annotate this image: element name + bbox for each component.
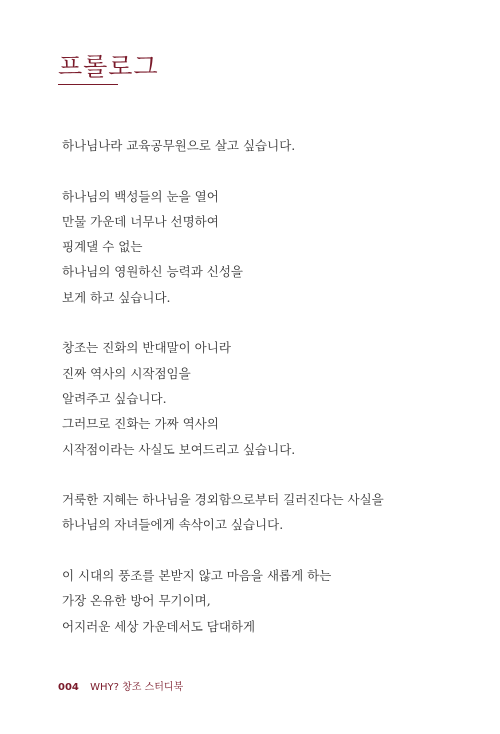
page-number: 004 — [58, 682, 79, 693]
text-line: 보게 하고 싶습니다. — [62, 289, 171, 305]
text-line: 하나님의 영원하신 능력과 신성을 — [62, 264, 243, 280]
text-line: 핑계댈 수 없는 — [62, 239, 143, 255]
text-line: 창조는 진화의 반대말이 아니라 — [62, 340, 231, 356]
text-line: 하나님의 자녀들에게 속삭이고 싶습니다. — [62, 517, 284, 533]
title-underline — [58, 84, 118, 85]
text-line: 하나님나라 교육공무원으로 살고 싶습니다. — [62, 138, 296, 153]
page-footer — [58, 678, 183, 693]
text-line: 알려주고 싶습니다. — [62, 390, 167, 406]
paragraph-gap — [62, 310, 462, 335]
paragraph-gap — [62, 538, 462, 563]
text-line: 하나님의 백성들의 눈을 열어 — [62, 188, 219, 204]
book-title: WHY? 창조 스터디북 — [90, 682, 184, 693]
text-line: 시작점이라는 사실도 보여드리고 싶습니다. — [62, 441, 296, 457]
text-line: 거룩한 지혜는 하나님을 경외함으로부터 길러진다는 사실을 — [62, 492, 384, 508]
text-line: 이 시대의 풍조를 본받지 않고 마음을 새롭게 하는 — [62, 568, 332, 584]
text-line: 그러므로 진화는 가짜 역사의 — [62, 416, 219, 432]
paragraph-gap — [62, 158, 462, 183]
text-line: 만물 가운데 너무나 선명하여 — [62, 213, 219, 229]
text-line: 가장 온유한 방어 무기이며, — [62, 593, 211, 609]
body-text — [62, 133, 462, 639]
text-line: 어지러운 세상 가운데서도 담대하게 — [62, 618, 256, 634]
page-title: 프롤로그 — [58, 52, 159, 81]
text-line: 진짜 역사의 시작점임을 — [62, 365, 191, 381]
paragraph-gap — [62, 462, 462, 487]
